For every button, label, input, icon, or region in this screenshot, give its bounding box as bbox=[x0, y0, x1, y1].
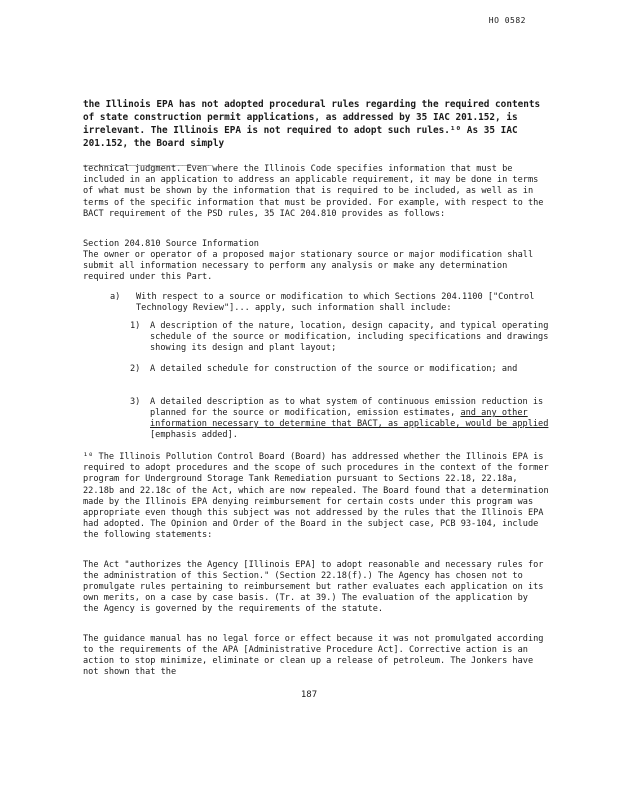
block-quote-2: The guidance manual has no legal force or effect because it was not promulgated according to the requirements of the APA [Administrative Procedure Act]. Corrective action is an action to stop minimize, eliminate or clean up a release of petroleum. The Jonkers have not shown that the bbox=[83, 634, 544, 677]
section-body: The owner or operator of a proposed major stationary source or major modification shall submit all information necessary to perform any analysis or make any determination required under this Part. bbox=[83, 250, 534, 282]
list-marker: a) bbox=[110, 292, 121, 302]
list-marker: 2) bbox=[130, 364, 141, 374]
list-marker: 3) bbox=[130, 397, 141, 407]
footnote-separator: ______________________________ bbox=[83, 157, 213, 166]
list-item-3 bbox=[130, 397, 550, 441]
list-item-text: With respect to a source or modification to which Sections 204.1100 ["Control Technology Review"]... apply, such information shall include: bbox=[136, 292, 535, 313]
list-marker: 1) bbox=[130, 321, 141, 331]
page-identifier: HO 0582 bbox=[488, 16, 526, 25]
list-item-2 bbox=[130, 364, 550, 375]
footnote-intro: technical judgment. Even where the Illinois Code specifies information that must be included in an application to address an applicable requirement, it may be done in terms of what must be shown by the information that is required to be included, as well as in terms of the specific information that must be provided. For example, with respect to the BACT requirement of the PSD rules, 35 IAC 204.810 provides as follows: bbox=[83, 164, 544, 219]
quoted-section bbox=[83, 239, 548, 283]
section-heading: Section 204.810 Source Information bbox=[83, 239, 259, 249]
page-number: 187 bbox=[300, 690, 318, 700]
list-item-a bbox=[110, 292, 550, 314]
item-text-before: A detailed description as to what system of continuous emission reduction is planned for the source or modification, emission estimates, bbox=[150, 397, 544, 418]
block-quote-1: The Act "authorizes the Agency [Illinois EPA] to adopt reasonable and necessary rules for the administration of this Section." (Section 22.18(f).) The Agency has chosen not to promulgate rules pertaining to reimbursement but rather evaluates each application on its own merits, on a case by case basis. (Tr. at 39.) The evaluation of the application by the Agency is governed by the requirements of the statute. bbox=[83, 560, 544, 614]
underlined-emphasis: and any other information necessary to determine that BACT, as applicable, would be applied bbox=[150, 408, 549, 429]
main-paragraph: the Illinois EPA has not adopted procedural rules regarding the required contents of state construction permit applications, as addressed by 35 IAC 201.152, is irrelevant. The Illinois EPA is not required to adopt such rules.¹⁰ As 35 IAC 201.152, the Board simply bbox=[83, 99, 541, 149]
footnote-10: ¹⁰ The Illinois Pollution Control Board (Board) has addressed whether the Illinois EPA is required to adopt procedures and the scope of such procedures in the context of the former program for Underground Storage Tank Remediation pursuant to Sections 22.18, 22.18a, 22.18b and 22.18c of the Act, which are now repealed. The Board found that a determination made by the Illinois EPA denying reimbursement for certain costs under this program was appropriate even though this subject was not addressed by the rules that the Illinois EPA had adopted. The Opinion and Order of the Board in the subject case, PCB 93-104, include the following statements: bbox=[83, 452, 549, 541]
item-text-after: [emphasis added]. bbox=[150, 430, 238, 440]
list-item-text bbox=[150, 397, 550, 441]
list-item-text: A detailed schedule for construction of the source or modification; and bbox=[150, 364, 518, 374]
list-item-text: A description of the nature, location, design capacity, and typical operating schedule of the source or modification, including specifications and drawings showing its design and plant layout; bbox=[150, 321, 549, 353]
list-item-1 bbox=[130, 321, 550, 354]
